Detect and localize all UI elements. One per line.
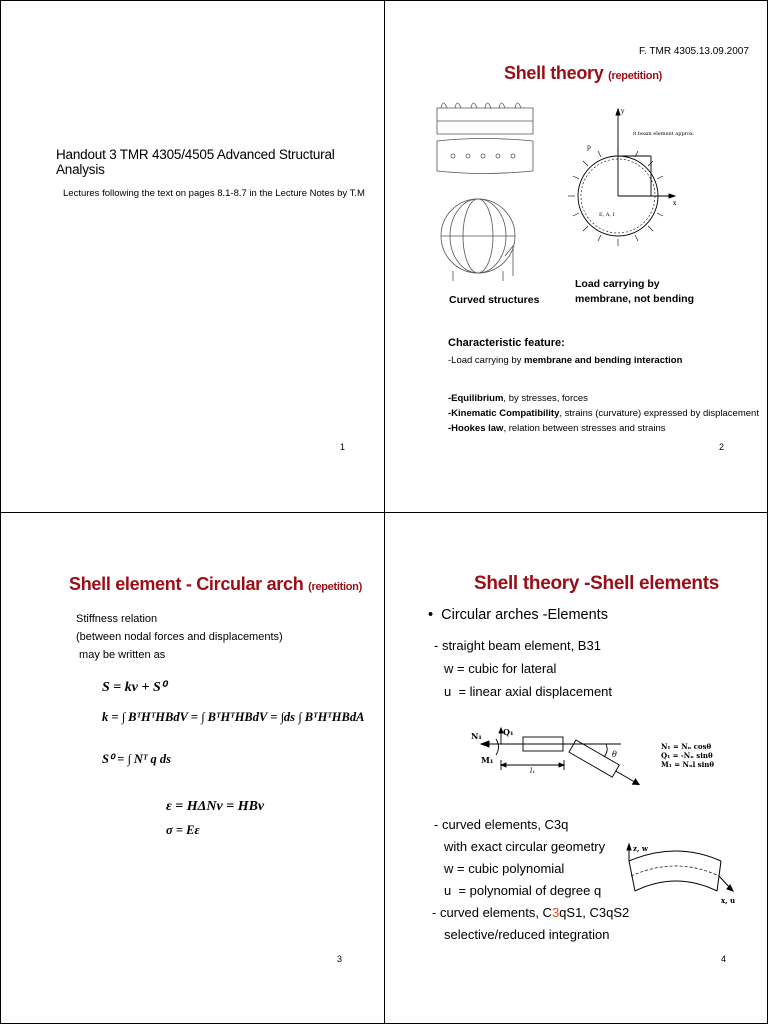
line-straight-beam: - straight beam element, B31 [434,638,601,653]
page-number: 1 [340,442,346,452]
line-w-cubic-poly: w = cubic polynomial [444,861,565,876]
slide-title-sub: (repetition) [308,581,362,593]
slide-title [69,574,362,595]
equation-1: S = kv + S⁰ [102,680,167,695]
feature-line-bold: membrane and bending interaction [524,355,683,366]
caption-load-line1: Load carrying by [575,278,660,290]
label-EAI: E, A, I [599,212,615,218]
feature-title: Characteristic feature: [448,337,565,349]
label-y: y [621,108,625,115]
line-curved-c3qs: - curved elements, C3qS1, C3qS2 [432,905,630,920]
line-u-poly: u = polynomial of degree q [444,883,602,898]
caption-load [575,277,694,307]
caption-curved: Curved structures [449,294,540,306]
slide-title: Shell theory -Shell elements [474,573,720,594]
slide-title [504,63,662,84]
principle-kinematic: -Kinematic Compatibility, strains (curvature) expressed by displacement [448,408,759,419]
line-selective-integration: selective/reduced integration [444,927,610,942]
feature-line-prefix: -Load carrying by [448,355,525,366]
handout-subtitle: Lectures following the text on pages 8.1-8.7 in the Lecture Notes by T.M [63,188,365,199]
page-number: 2 [719,442,725,452]
slide-title-text: Shell theory [504,63,604,83]
fig-eq-1: N₁ = Nₙ cosθ [661,742,712,751]
label-beam: 8 beam element approx. [633,131,695,137]
slide-title-sub: (repetition) [608,70,662,82]
line-w-cubic: w = cubic for lateral [444,661,557,676]
slide-4 [384,512,768,1024]
equation-2: k = ∫ BᵀHᵀHBdV = ∫ BᵀHᵀHBdV = ∫ds ∫ BᵀHᵀHBdA [102,710,365,724]
principle-equilibrium: -Equilibrium, by stresses, forces [448,393,588,404]
line-u-linear: u = linear axial displacement [444,684,613,699]
curved-element-text [434,814,629,946]
label-N1: N₁ [471,731,482,741]
label-x: x [673,200,677,207]
stiffness-text [76,610,283,664]
principles-list [448,390,759,437]
curved-element-figure [621,841,741,921]
text-line-3: may be written as [76,649,166,661]
fig-eq-3: M₁ = Nₙl sinθ [661,760,715,769]
header-ref: F. TMR 4305.13.09.2007 [639,46,749,57]
caption-load-line2: membrane, not bending [575,293,695,305]
beam-element-text [434,634,612,703]
equation-5: σ = Eε [166,823,200,837]
bullet-dot: • [428,607,442,623]
label-zw: z, w [633,844,648,853]
label-M1: M₁ [481,755,494,765]
handout-title: Handout 3 TMR 4305/4505 Advanced Structural Analysis [56,147,335,177]
page-number: 4 [721,954,727,964]
line-curved-c3q: - curved elements, C3q [434,817,569,832]
slide-3 [0,512,385,1024]
slide-2 [384,0,768,513]
slide-1 [0,0,385,513]
beam-element-figure [471,725,731,810]
bullet-item [428,607,608,623]
line-exact-geometry: with exact circular geometry [444,839,606,854]
bullet-text: Circular arches -Elements [441,607,608,623]
slide-title-text: Shell element - Circular arch [69,574,304,594]
page-number: 3 [337,954,343,964]
label-xu: x, u [721,896,736,905]
principle-hooke: -Hookes law, relation between stresses and strains [448,423,666,434]
feature-line [448,355,682,366]
label-Q1: Q₁ [503,727,514,737]
equation-4: ε = HΔNv = HBv [166,799,265,814]
text-line-1: Stiffness relation [76,613,158,625]
curved-structures-figure [433,96,538,296]
fig-eq-2: Q₁ = -Nₙ sinθ [661,751,713,760]
equation-3: S⁰ = ∫ Nᵀ q ds [102,752,172,766]
label-l1: l₁ [530,767,536,775]
label-p: p [587,144,591,151]
label-theta: θ [612,750,617,759]
text-line-2: (between nodal forces and displacements) [76,631,283,643]
ring-diagram [563,101,695,271]
